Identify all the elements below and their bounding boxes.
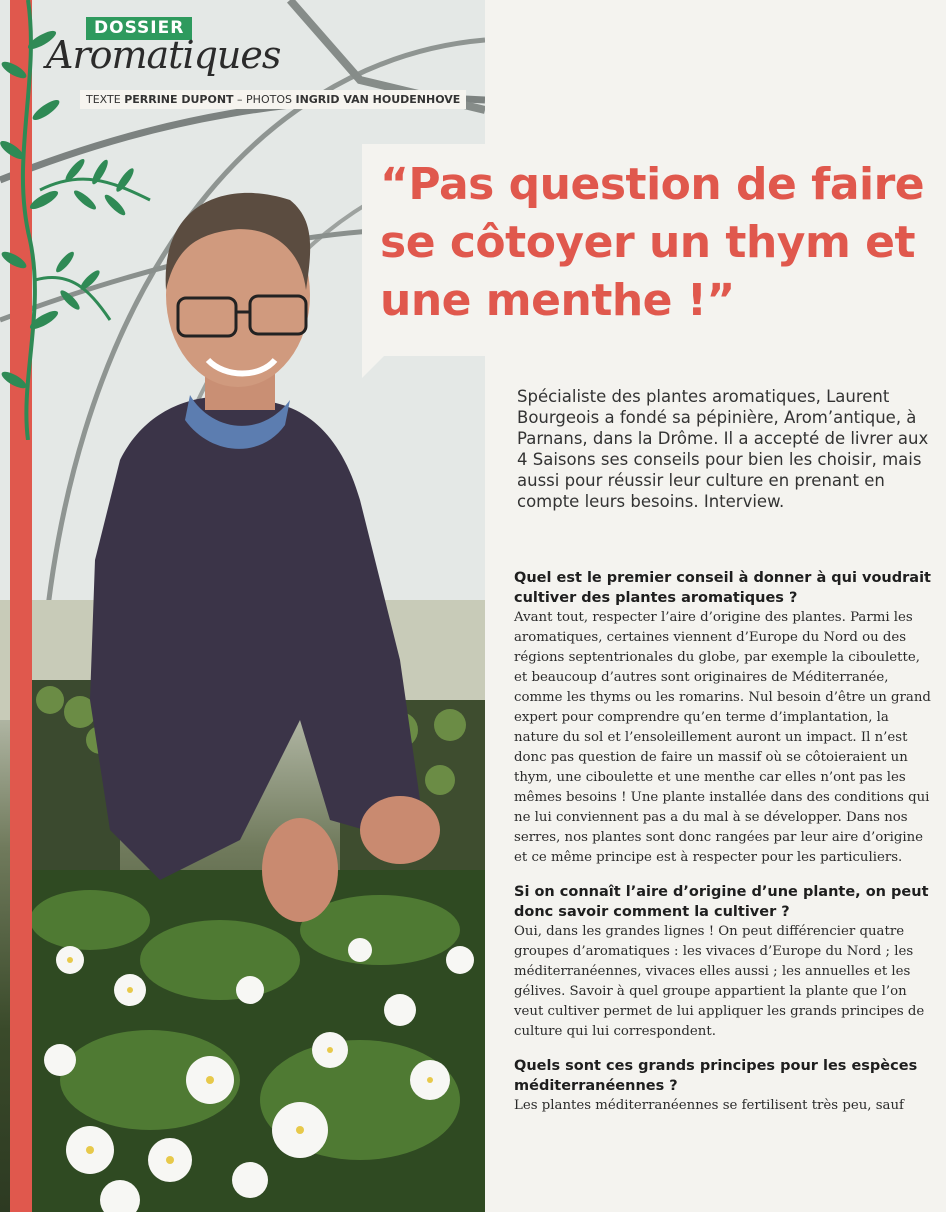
question-2: Si on connaît l’aire d’origine d’une plante, on peut donc savoir comment la cultiver ? (514, 884, 929, 920)
answer-3: Les plantes méditerranéennes se fertilisent très peu, sauf (514, 1098, 904, 1113)
answer-2: Oui, dans les grandes lignes ! On peut différencier quatre groupes d’aromatiques : les vivaces d’Europe du Nord ; les méditerranéennes, vivaces elles aussi ; les annuelles et les gélives. Savoir à quel groupe appartient la plante que l’on veut cultiver permet de lui appliquer les grands principes de culture qui lui correspondent. (514, 924, 925, 1039)
quote-tail (362, 352, 388, 378)
question-1: Quel est le premier conseil à donner à qui voudrait cultiver des plantes aromatiques ? (514, 570, 931, 606)
question-3: Quels sont ces grands principes pour les espèces méditerranéennes ? (514, 1058, 918, 1094)
credits-line (80, 90, 466, 109)
intro-paragraph: Spécialiste des plantes aromatiques, Laurent Bourgeois a fondé sa pépinière, Arom’antique, à Parnans, dans la Drôme. Il a accepté de livrer aux 4 Saisons ses conseils pour bien les choisir, mais aussi pour réussir leur culture en prenant en compte leurs besoins. Interview. (517, 387, 929, 511)
answer-1: Avant tout, respecter l’aire d’origine des plantes. Parmi les aromatiques, certaines viennent d’Europe du Nord ou des régions septentrionales du globe, par exemple la ciboulette, et beaucoup d’autres sont originaires de Méditerranée, comme les thyms ou les romarins. Nul besoin d’être un grand expert pour comprendre qu’en terme d’implantation, la nature du sol et l’ensoleillement auront un impact. Il n’est donc pas question de faire un massif où se côtoieraient un thym, une ciboulette et une menthe car elles n’ont pas les mêmes besoins ! Une plante installée dans des conditions qui ne lui conviennent pas a du mal à se développer. Dans nos serres, nos plantes sont donc rangées par leur aire d’origine et ce même principe est à respecter pour les particuliers. (514, 610, 931, 865)
credits-text-label: TEXTE (86, 93, 121, 106)
interview-body (514, 568, 934, 1116)
credits-separator: – (237, 93, 243, 106)
credits-text-author: PERRINE DUPONT (124, 93, 234, 106)
pull-quote: “Pas question de faire se côtoyer un thym et une menthe !” (380, 159, 925, 326)
section-tag: DOSSIER (86, 17, 192, 40)
credits-photo-label: PHOTOS (246, 93, 292, 106)
credits-photo-author: INGRID VAN HOUDENHOVE (295, 93, 461, 106)
section-title: Aromatiques (46, 33, 281, 77)
